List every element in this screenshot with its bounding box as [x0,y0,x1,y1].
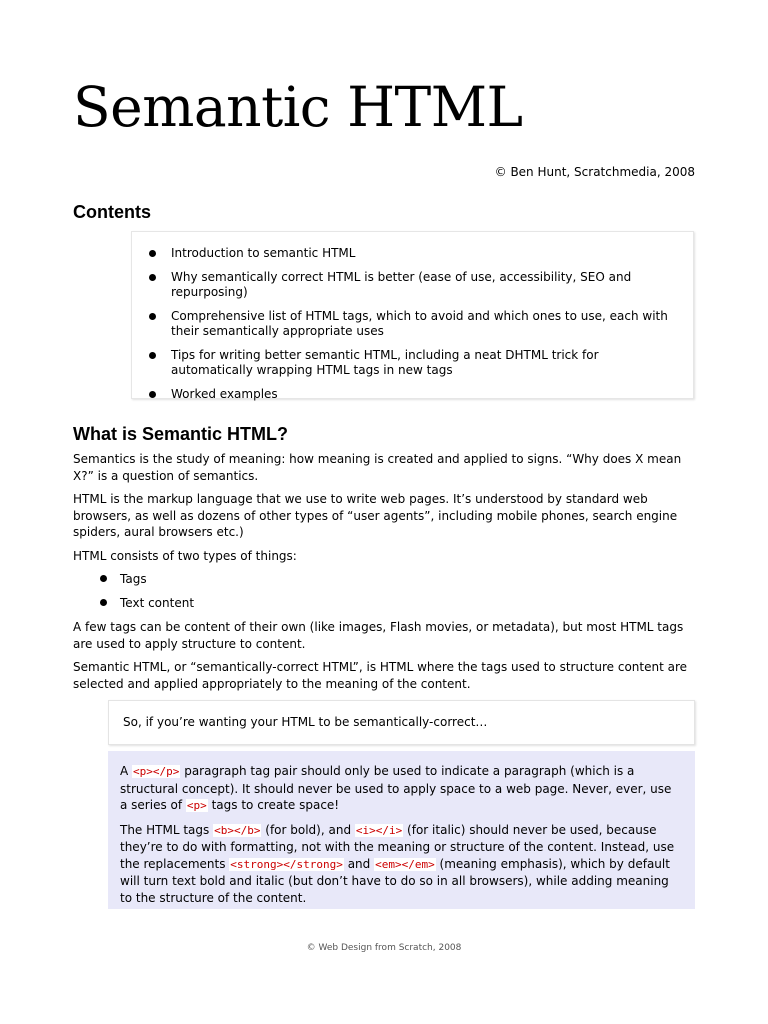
contents-item [147,309,683,340]
document-title: Semantic HTML [73,75,523,139]
bullet-icon [100,599,107,606]
note-text: (for bold), and [261,822,355,837]
section-heading: What is Semantic HTML? [73,424,289,444]
code-snippet: <strong></strong> [230,857,343,871]
note-text: tags to create space! [207,798,340,812]
contents-list [147,246,683,410]
bullet-icon [149,391,156,398]
code-snippet: <b></b> [214,823,261,837]
two-types-paragraph: HTML consists of two types of things: [73,549,297,563]
list-item [98,571,194,587]
list-item-text: Tags [120,572,147,586]
note-text: and [343,856,375,871]
bullet-icon [149,313,156,320]
semantic-html-paragraph: Semantic HTML, or “semantically-correct HTML”, is HTML where the tags used to structure content are selected and applied appropriately to the meaning of the content. [73,660,688,691]
copyright-notice: © Ben Hunt, Scratchmedia, 2008 [494,165,695,179]
contents-item [147,387,683,403]
bullet-icon [149,250,156,257]
code-snippet: <p> [186,799,207,812]
contents-item-text: Why semantically correct HTML is better (ease of use, accessibility, SEO and repurposing) [171,269,632,299]
contents-item-text: Worked examples [171,386,278,401]
note-text: A [120,764,133,778]
note-text: paragraph tag pair should only be used to indicate a paragraph (which is a structural concept). It should never be used to apply space to a web page. Never, ever, use a series of [120,764,672,812]
html-paragraph: HTML is the markup language that we use to write web pages. It’s understood by standard web browsers, as well as dozens of other types of “user agents”, including mobile phones, search engine spiders, aural browsers etc.) [73,492,678,539]
note-box [108,751,695,909]
bullet-icon [149,274,156,281]
contents-item [147,270,683,301]
bullet-icon [149,352,156,359]
contents-item [147,246,683,262]
note-text: (meaning emphasis), which by default will turn text bold and italic (but don’t have to do so in all browsers), while adding meaning to the structure of the content. [120,856,670,905]
note-text: (for italic) should never be used, because they’re to do with formatting, not with the meaning or structure of the content. Instead, use the replacements [120,822,675,871]
note-paragraph-p-tag [120,763,681,815]
contents-box [131,231,694,399]
few-tags-paragraph: A few tags can be content of their own (like images, Flash movies, or metadata), but most HTML tags are used to apply structure to content. [73,620,684,651]
callout-box [108,700,695,745]
contents-item-text: Tips for writing better semantic HTML, including a neat DHTML trick for automatically wrapping HTML tags in new tags [171,347,599,377]
code-snippet: <i></i> [355,823,403,837]
list-item [98,595,194,611]
bullet-icon [100,575,107,582]
page-footer: © Web Design from Scratch, 2008 [306,943,462,953]
note-text: The HTML tags [120,822,214,837]
code-snippet: <em></em> [375,857,435,871]
contents-item [147,348,683,379]
code-snippet: <p></p> [133,765,180,778]
note-paragraph-b-i-tags [120,822,681,907]
types-list [98,571,194,619]
semantics-paragraph: Semantics is the study of meaning: how meaning is created and applied to signs. “Why does X mean X?” is a question of semantics. [73,452,682,483]
list-item-text: Text content [120,596,195,610]
callout-text: So, if you’re wanting your HTML to be semantically-correct… [123,715,488,729]
contents-heading: Contents [73,202,151,222]
contents-item-text: Introduction to semantic HTML [171,246,356,260]
contents-item-text: Comprehensive list of HTML tags, which to avoid and which ones to use, each with their semantically appropriate uses [171,308,668,338]
